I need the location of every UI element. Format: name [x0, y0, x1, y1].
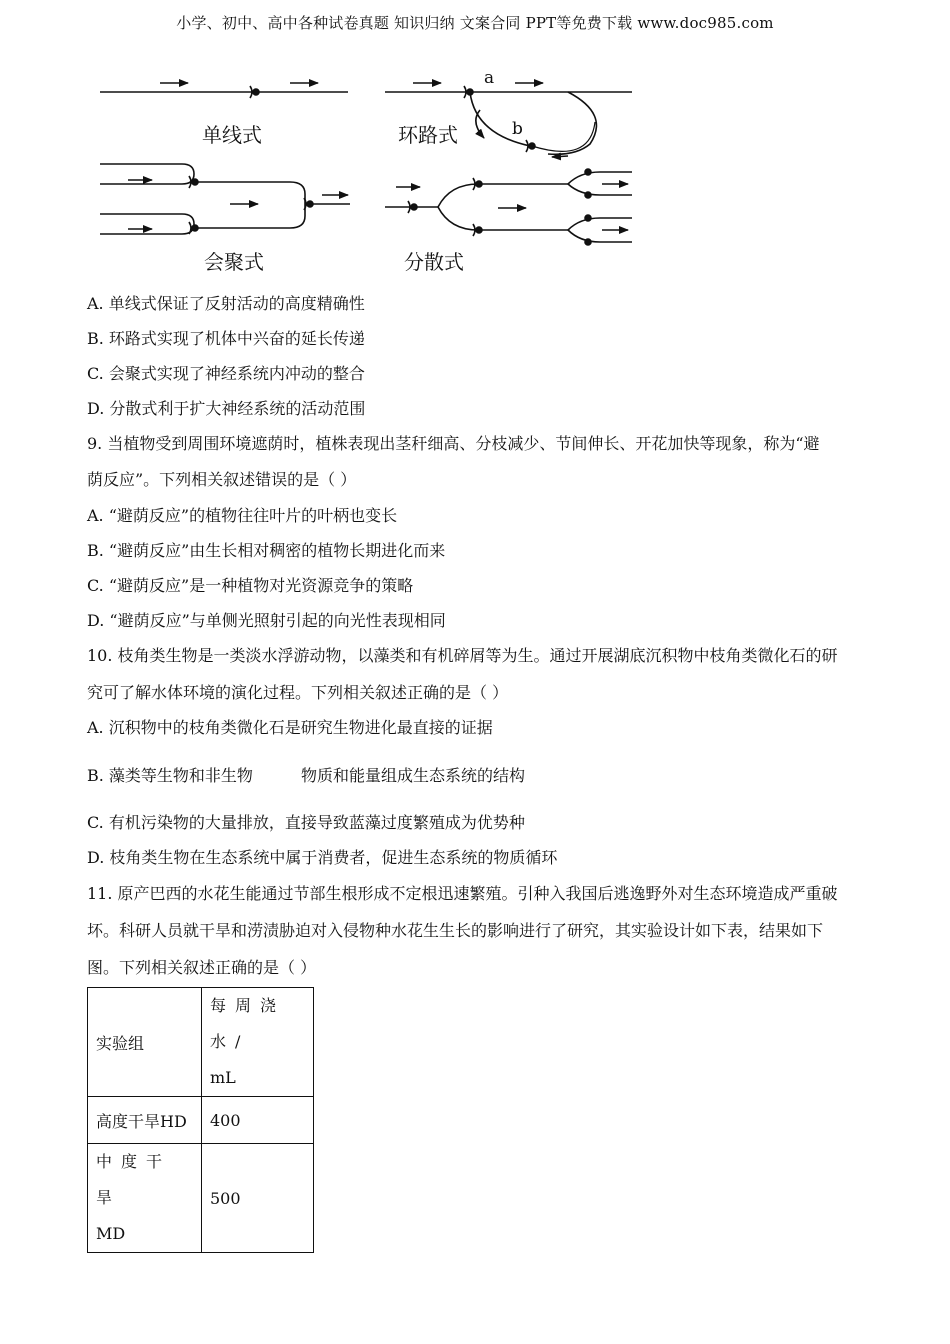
- row2-group-cell: [88, 1144, 202, 1253]
- header-group-text: 实验组: [96, 1033, 145, 1053]
- page-header: 小学、初中、高中各种试卷真题 知识归纳 文案合同 PPT等免费下载 www.doc985.com: [176, 14, 774, 32]
- label-point-a: a: [484, 68, 495, 88]
- circuit-diagrams: [90, 62, 650, 282]
- q10-stem-line1: 10. 枝角类生物是一类淡水浮游动物，以藻类和有机碎屑等为生。通过开展湖底沉积物中枝角类微化石的研: [87, 646, 838, 665]
- table-header-row: [88, 988, 314, 1097]
- header-water-line1: 每周浇水/: [210, 996, 286, 1051]
- q9-stem-line1: 9. 当植物受到周围环境遮荫时，植株表现出茎秆细高、分枝减少、节间伸长、开花加快等现象，称为“避: [87, 434, 820, 453]
- label-point-b: b: [512, 119, 523, 139]
- q10-option-b-part2: 物质和能量组成生态系统的结构: [300, 766, 525, 785]
- q11-stem-line2: 坏。科研人员就干旱和涝渍胁迫对入侵物种水花生生长的影响进行了研究，其实验设计如下表，结果如下: [87, 921, 824, 940]
- q11-stem-line3: 图。下列相关叙述正确的是（ ）: [87, 958, 317, 977]
- q11-stem-line1: 11. 原产巴西的水花生能通过节部生根形成不定根迅速繁殖。引种入我国后逃逸野外对生态环境造成严重破: [87, 884, 838, 903]
- label-single: 单线式: [202, 123, 262, 147]
- row2-group-line2: MD: [96, 1224, 126, 1243]
- label-loop: 环路式: [398, 123, 458, 147]
- row1-group: 高度干旱HD: [88, 1097, 202, 1144]
- experiment-table: [87, 987, 314, 1253]
- header-water-line2: mL: [210, 1068, 236, 1087]
- label-diverge: 分散式: [404, 250, 464, 274]
- single-line-diagram: [100, 83, 348, 98]
- diverge-diagram: [385, 169, 632, 245]
- q10-option-c: C. 有机污染物的大量排放，直接导致蓝藻过度繁殖成为优势种: [87, 813, 525, 832]
- row1-water: 400: [202, 1097, 314, 1144]
- label-converge: 会聚式: [204, 250, 264, 274]
- q10-option-b-part1: B. 藻类等生物和非生物: [87, 766, 253, 785]
- q9-option-a: A. “避荫反应”的植物往往叶片的叶柄也变长: [87, 506, 398, 525]
- q8-option-b: B. 环路式实现了机体中兴奋的延长传递: [87, 329, 365, 348]
- q9-stem-line2: 荫反应”。下列相关叙述错误的是（ ）: [87, 470, 357, 489]
- q9-option-d: D. “避荫反应”与单侧光照射引起的向光性表现相同: [87, 611, 446, 630]
- row2-water: 500: [202, 1144, 314, 1253]
- header-group-cell: [88, 988, 202, 1097]
- q8-option-c: C. 会聚式实现了神经系统内冲动的整合: [87, 364, 365, 383]
- table-row: [88, 1097, 314, 1144]
- q10-option-b: [87, 763, 525, 786]
- converge-diagram: [100, 164, 350, 234]
- q8-option-d: D. 分散式利于扩大神经系统的活动范围: [87, 399, 366, 418]
- row2-group-line1: 中度干旱: [96, 1152, 172, 1207]
- q9-option-b: B. “避荫反应”由生长相对稠密的植物长期进化而来: [87, 541, 446, 560]
- header-water-cell: [202, 988, 314, 1097]
- table-row: [88, 1144, 314, 1253]
- q10-option-a: A. 沉积物中的枝角类微化石是研究生物进化最直接的证据: [87, 718, 493, 737]
- q9-option-c: C. “避荫反应”是一种植物对光资源竞争的策略: [87, 576, 414, 595]
- q10-stem-line2: 究可了解水体环境的演化过程。下列相关叙述正确的是（ ）: [87, 683, 509, 702]
- neural-circuit-figure: [90, 62, 650, 282]
- q8-option-a: A. 单线式保证了反射活动的高度精确性: [87, 294, 365, 313]
- q10-option-d: D. 枝角类生物在生态系统中属于消费者，促进生态系统的物质循环: [87, 848, 558, 867]
